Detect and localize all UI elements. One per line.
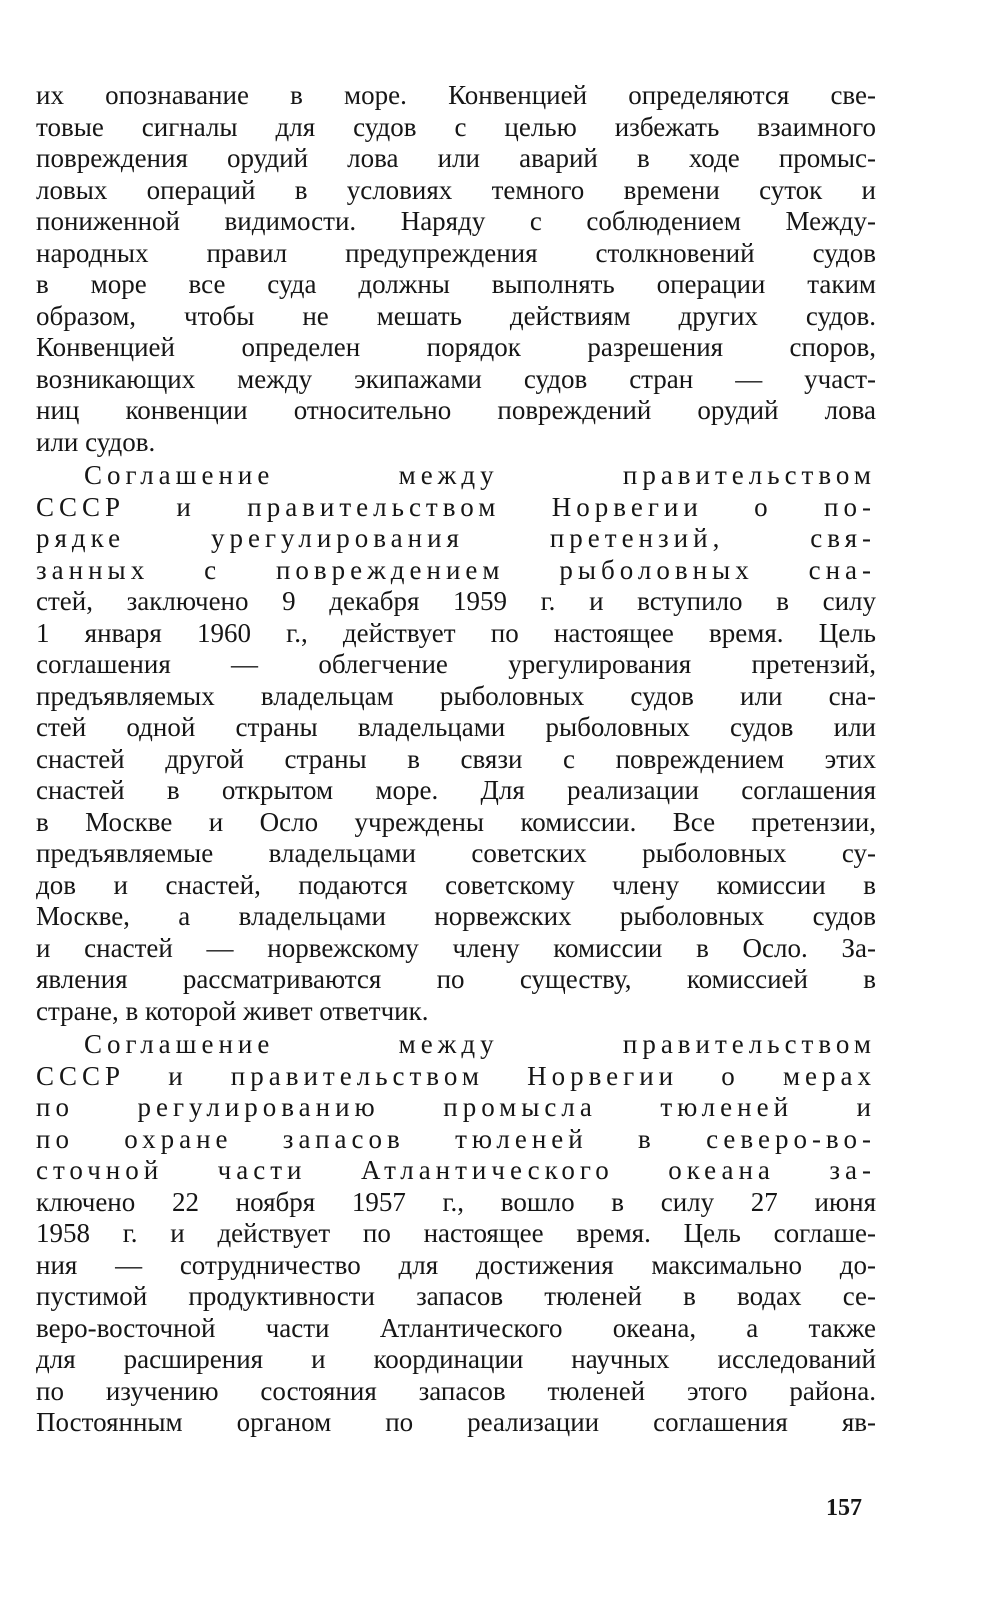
text-line: или судов. [36, 426, 156, 457]
text-line: веро-восточной части Атлантического океана, а также [36, 1312, 876, 1343]
text-line-spaced: по охране запасов тюленей в северо-во- [36, 1123, 876, 1154]
text-line-spaced: по регулированию промысла тюленей и [36, 1092, 876, 1122]
page-number: 157 [826, 1495, 862, 1521]
text-line: повреждения орудий лова или аварий в ходе промыс- [36, 143, 876, 173]
text-line: дов и снастей, подаются советскому члену комиссии в [36, 869, 876, 900]
text-line: Постоянным органом по реализации соглашения яв- [36, 1407, 876, 1437]
text-line: 1 января 1960 г., действует по настоящее время. Цель [36, 617, 876, 648]
text-line-spaced: Соглашение между правительством [84, 460, 876, 490]
paragraph-agreement-seals [36, 1029, 876, 1439]
text-line: товые сигналы для судов с целью избежать взаимного [36, 111, 876, 142]
text-line: соглашения — облегчение урегулирования претензий, [36, 649, 876, 679]
text-line: в Москве и Осло учреждены комиссии. Все претензии, [36, 806, 876, 837]
text-line-spaced: занных с повреждением рыболовных сна- [36, 554, 876, 585]
text-line: народных правил предупреждения столкновений судов [36, 237, 876, 268]
paragraph-convention [36, 80, 876, 458]
text-line-spaced: сточной части Атлантического океана за- [36, 1155, 876, 1185]
text-line: в море все суда должны выполнять операции таким [36, 269, 876, 299]
text-line-spaced: рядке урегулирования претензий, свя- [36, 523, 876, 553]
text-line: стей, заключено 9 декабря 1959 г. и вступило в силу [36, 586, 876, 616]
page-body [36, 80, 876, 1439]
text-line: по изучению состояния запасов тюленей этого района. [36, 1375, 876, 1406]
text-line: предъявляемые владельцами советских рыболовных су- [36, 838, 876, 868]
text-line: стране, в которой живет ответчик. [36, 995, 429, 1026]
text-line: пониженной видимости. Наряду с соблюдением Между- [36, 206, 876, 236]
text-line: снастей в открытом море. Для реализации соглашения [36, 775, 876, 805]
text-line: пустимой продуктивности запасов тюленей в водах се- [36, 1281, 876, 1311]
text-line: возникающих между экипажами судов стран — участ- [36, 363, 876, 394]
text-line-spaced: Соглашение между правительством [84, 1029, 876, 1059]
text-line: Москве, а владельцами норвежских рыболовных судов [36, 901, 876, 931]
paragraph-agreement-gear-damage [36, 460, 876, 1027]
text-line: ключено 22 ноября 1957 г., вошло в силу 27 июня [36, 1186, 876, 1217]
text-line: их опознавание в море. Конвенцией определяются све- [36, 80, 876, 110]
text-line: 1958 г. и действует по настоящее время. Цель соглаше- [36, 1218, 876, 1248]
text-line-spaced: СССР и правительством Норвегии о мерах [36, 1060, 876, 1091]
text-line: Конвенцией определен порядок разрешения споров, [36, 332, 876, 362]
text-line: явления рассматриваются по существу, комиссией в [36, 964, 876, 994]
text-line: для расширения и координации научных исследований [36, 1344, 876, 1374]
text-line: ловых операций в условиях темного времени суток и [36, 174, 876, 205]
text-line: ниц конвенции относительно повреждений орудий лова [36, 395, 876, 425]
text-line: и снастей — норвежскому члену комиссии в Осло. За- [36, 932, 876, 963]
text-line: предъявляемых владельцам рыболовных судов или сна- [36, 680, 876, 711]
text-line: стей одной страны владельцами рыболовных судов или [36, 712, 876, 742]
text-line-spaced: СССР и правительством Норвегии о по- [36, 491, 876, 522]
text-line: образом, чтобы не мешать действиям других судов. [36, 300, 876, 331]
text-line: снастей другой страны в связи с повреждением этих [36, 743, 876, 774]
text-line: ния — сотрудничество для достижения максимально до- [36, 1249, 876, 1280]
